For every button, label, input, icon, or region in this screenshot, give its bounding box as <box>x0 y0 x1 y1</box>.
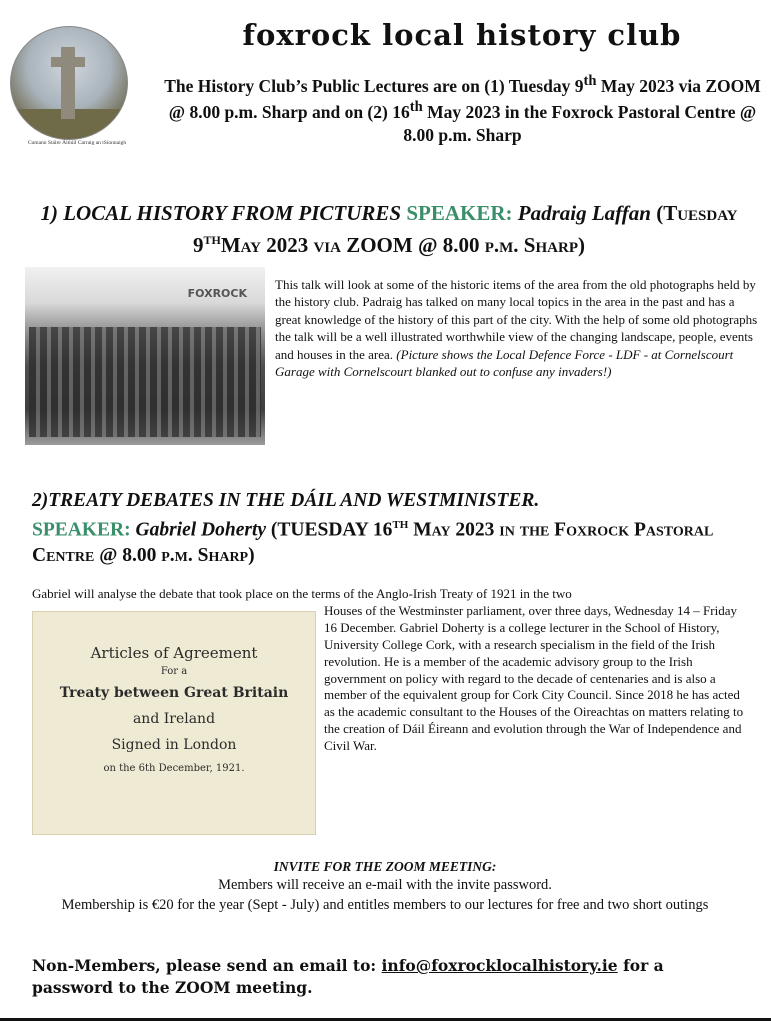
talk2-when-b: May 2023 in the Foxrock Pastoral Centre @ 8.00 p.m. Sharp) <box>32 519 714 567</box>
talk2-lead: Gabriel will analyse the debate that took place on the terms of the Anglo-Irish Treaty of 1921 in the two <box>32 586 572 601</box>
email-link[interactable]: info@foxrocklocalhistory.ie <box>381 956 618 975</box>
intro-sup1: th <box>583 73 597 89</box>
photo-group-of-men <box>29 327 261 437</box>
ldf-photo <box>25 267 265 445</box>
treaty-line2: For a <box>160 666 188 677</box>
talk2-description: Houses of the Westminster parliament, over three days, Wednesday 14 – Friday 16 December. Gabriel Doherty is a college lecturer in the School of History, University College Cork, with a research specialism in the field of the Irish revolution. He is a member of the academic advisory group to the Irish government on policy with regard to the decade of centenaries and is also a member of the equivalent group for Cork City Council. Since 2018 he has acted as the academic consultant to the Houses of the Oireachtas on matters relating to the creation of Dáil Éireann and evolution through the War of Independence and Civil War. <box>324 603 744 754</box>
talk1-heading <box>24 200 754 260</box>
intro-sup2: th <box>409 98 423 115</box>
nonmem-after: for a password to the ZOOM meeting. <box>32 956 664 997</box>
logo-caption: Cumann Stáire Áitiúil Carraig an tSionnaigh <box>27 140 127 146</box>
intro-text <box>160 72 765 147</box>
treaty-line5: Signed in London <box>111 737 237 753</box>
talk2-title: 2)TREATY DEBATES IN THE DÁIL AND WESTMINISTER. <box>32 490 540 511</box>
invite-line2: Membership is €20 for the year (Sept - July) and entitles members to our lectures for free and two short outings <box>61 896 709 913</box>
treaty-document-image <box>32 611 316 835</box>
intro-line1: The History Club’s Public Lectures are on (1) Tuesday 9 <box>164 75 584 96</box>
invite-line1: Members will receive an e-mail with the invite password. <box>218 877 552 894</box>
talk1-when-b: May 2023 via ZOOM @ 8.00 p.m. Sharp) <box>220 233 585 258</box>
page-title: foxrock local history club <box>242 18 682 52</box>
talk1-title: 1) LOCAL HISTORY FROM PICTURES <box>40 201 402 225</box>
talk1-speaker-name: Padraig Laffan <box>517 201 651 225</box>
talk1-body: This talk will look at some of the historic items of the area from the old photographs held by the history club. Padraig has talked on many local topics in the area in the past and has a great knowledge of the history of this part of the city. With the help of some old photographs the talk will be a well illustrated worthwhile view of the changing landscape, people, events and houses in the area. <box>275 277 758 362</box>
club-logo <box>10 26 128 140</box>
treaty-line6: on the 6th December, 1921. <box>103 763 245 774</box>
treaty-line3: Treaty between Great Britain <box>59 685 289 701</box>
talk2-speaker-label: SPEAKER: <box>32 519 131 541</box>
talk2-when-sup: th <box>392 514 409 533</box>
bottom-divider <box>0 1018 771 1021</box>
zoom-invite <box>20 858 750 915</box>
intro-line2: May 2023 via ZOOM @ 8.00 p.m. Sharp and on (2) 16 <box>168 75 761 122</box>
talk1-description <box>275 276 761 380</box>
talk2-heading <box>32 488 762 569</box>
talk1-when-a: (Tuesday 9 <box>193 201 738 258</box>
talk2-when-a: (TUESDAY 16 <box>270 519 393 541</box>
photo-garage-sign: FOXROCK <box>187 287 247 300</box>
non-members-note <box>32 955 732 998</box>
intro-line3: May 2023 in the Foxrock Pastoral Centre @ 8.00 p.m. Sharp <box>403 101 757 145</box>
treaty-line1: Articles of Agreement <box>90 644 258 662</box>
nonmem-before: Non-Members, please send an email to: <box>32 956 377 975</box>
talk2-speaker-name: Gabriel Doherty <box>135 519 267 541</box>
invite-heading: INVITE FOR THE ZOOM MEETING: <box>273 859 497 874</box>
talk1-photo-caption: (Picture shows the Local Defence Force - LDF - at Cornelscourt Garage with Cornelscourt blanked out to confuse any invaders!) <box>275 346 734 380</box>
talk1-when-sup: th <box>203 228 221 249</box>
talk1-speaker-label: SPEAKER: <box>406 201 513 225</box>
logo-cross-arm <box>51 57 85 67</box>
treaty-line4: and Ireland <box>132 711 216 727</box>
